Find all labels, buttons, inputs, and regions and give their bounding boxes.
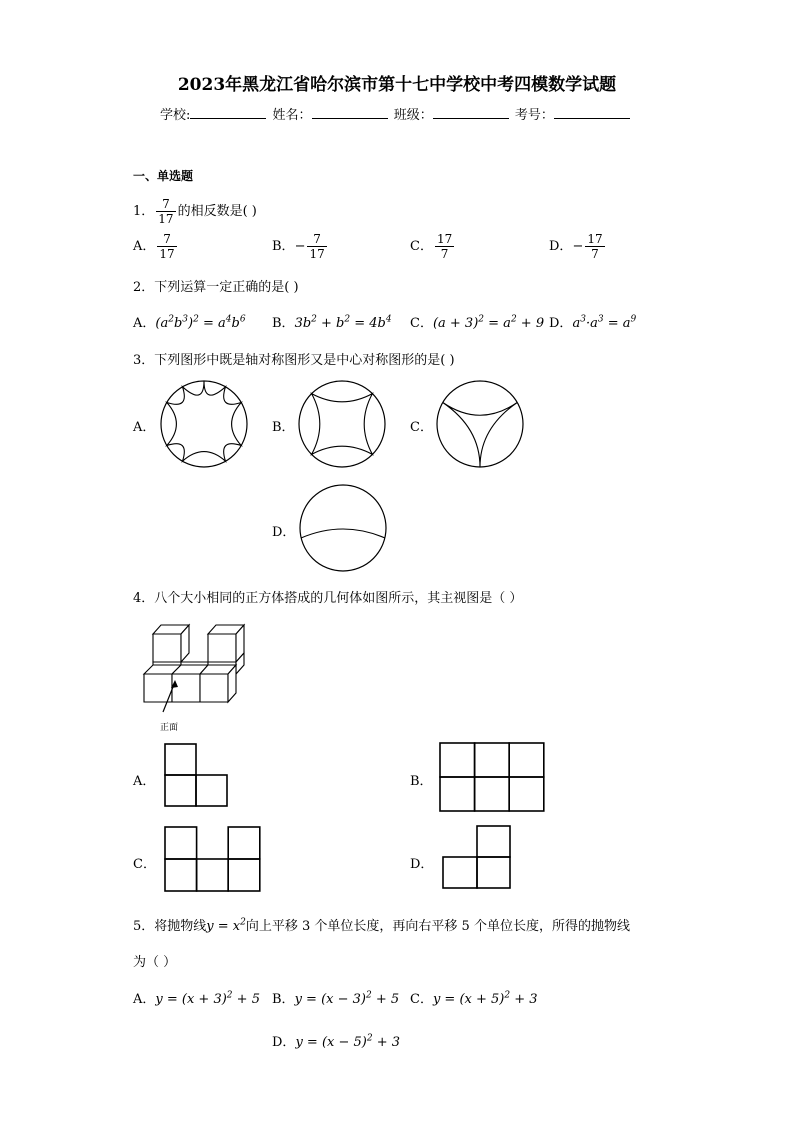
question-number: 3．: [133, 353, 155, 368]
question-text: 下列图形中既是轴对称图形又是中心对称图形的是( ): [154, 353, 455, 368]
option-label: C．: [410, 992, 433, 1007]
expression: $y = (x - 3)^2 + 5$: [294, 990, 400, 1007]
numerator: 7: [307, 232, 326, 247]
exam-no-blank: [554, 106, 630, 119]
question-number: 1．: [133, 204, 155, 219]
name-label: 姓名：: [272, 108, 312, 123]
name-blank: [312, 106, 388, 119]
option-label: C．: [410, 316, 433, 331]
question-text: 将抛物线: [154, 919, 207, 934]
class-blank: [433, 106, 509, 119]
fraction: [435, 232, 454, 261]
q4-option-d-label[interactable]: D．: [410, 857, 434, 872]
front-label: 正面: [160, 723, 179, 733]
denominator: 7: [440, 247, 449, 261]
option-label: A．: [133, 239, 156, 254]
expression: $(a^2b^3)^2 = a^4b^6$: [155, 314, 246, 331]
denominator: 17: [158, 212, 174, 226]
q3-option-a-label[interactable]: A．: [133, 420, 156, 435]
q3-figure-c[interactable]: [436, 380, 524, 468]
q3-figure-d[interactable]: [299, 484, 387, 572]
question-number: 2．: [133, 280, 155, 295]
q1-option-d[interactable]: [549, 232, 607, 261]
q4-figure-a[interactable]: [164, 743, 228, 807]
q3-figure-b[interactable]: [298, 380, 386, 468]
question-5: [133, 915, 630, 934]
fraction: [157, 232, 176, 261]
q3-option-c-label[interactable]: C．: [410, 420, 433, 435]
denominator: 17: [159, 247, 175, 261]
question-number: 5．: [133, 919, 155, 934]
page-title: 2023年黑龙江省哈尔滨市第十七中学校中考四模数学试题: [177, 75, 617, 95]
option-label: D．: [549, 316, 573, 331]
q5-option-d[interactable]: [272, 1031, 400, 1050]
option-label: C．: [410, 239, 433, 254]
question-text: 的相反数是( ): [177, 204, 257, 219]
expression: $3b^2 + b^2 = 4b^4$: [294, 314, 392, 331]
option-label: D．: [272, 1035, 296, 1050]
expression: $y = (x - 5)^2 + 3$: [295, 1033, 401, 1050]
numerator: 7: [156, 197, 175, 212]
q2-option-c[interactable]: [410, 312, 544, 331]
q1-option-b[interactable]: [272, 232, 329, 261]
q2-option-a[interactable]: [133, 312, 246, 331]
q4-figure-c[interactable]: [164, 826, 261, 892]
expression: $y = (x + 5)^2 + 3$: [432, 990, 538, 1007]
q4-figure-d[interactable]: [442, 825, 511, 889]
option-label: D．: [549, 239, 573, 254]
question-text: 下列运算一定正确的是( ): [154, 280, 299, 295]
q4-option-a-label[interactable]: A．: [133, 774, 156, 789]
question-text: 向上平移 3 个单位长度，再向右平移 5 个单位长度，所得的抛物线: [245, 919, 630, 934]
numerator: 17: [436, 232, 453, 246]
q1-option-c[interactable]: [410, 232, 456, 261]
expression: $a^3\cdot a^3 = a^9$: [572, 314, 637, 331]
q4-cube-figure: [140, 620, 250, 716]
fraction: [307, 232, 326, 261]
question-5-cont: 为（ ）: [133, 955, 177, 970]
class-label: 班级：: [393, 108, 433, 123]
q3-figure-a[interactable]: [160, 380, 248, 468]
q3-option-d-label[interactable]: D．: [272, 525, 296, 540]
q4-option-b-label[interactable]: B．: [410, 774, 433, 789]
exam-no-label: 考号：: [514, 108, 554, 123]
q4-option-c-label[interactable]: C．: [133, 857, 156, 872]
question-text: 八个大小相同的正方体搭成的几何体如图所示，其主视图是（ ）: [154, 591, 523, 606]
question-4: [133, 587, 522, 606]
school-label: 学校:: [160, 108, 191, 123]
numerator: 7: [157, 232, 176, 247]
option-sign: −: [572, 239, 584, 254]
denominator: 17: [309, 247, 325, 261]
school-blank: [190, 106, 266, 119]
q1-option-a[interactable]: [133, 232, 179, 261]
q4-figure-b[interactable]: [439, 742, 545, 812]
expression: $y = (x + 3)^2 + 5$: [155, 990, 260, 1007]
option-label: B．: [272, 992, 295, 1007]
expression: $(a + 3)^2 = a^2 + 9$: [432, 314, 545, 331]
option-label: B．: [272, 316, 295, 331]
denominator: 7: [591, 247, 599, 261]
option-label: A．: [133, 316, 156, 331]
section-heading: 一、单选题: [133, 169, 194, 183]
option-label: A．: [133, 992, 156, 1007]
q2-option-b[interactable]: [272, 312, 392, 331]
question-2: [133, 276, 299, 295]
fraction: [156, 197, 175, 226]
q5-option-a[interactable]: [133, 988, 260, 1007]
question-3: [133, 349, 455, 368]
question-1: [133, 197, 257, 226]
q5-option-b[interactable]: [272, 988, 399, 1007]
fraction: [585, 232, 604, 261]
option-label: B．: [272, 239, 295, 254]
q5-option-c[interactable]: [410, 988, 538, 1007]
numerator: 17: [587, 232, 603, 246]
q3-option-b-label[interactable]: B．: [272, 420, 295, 435]
q2-option-d[interactable]: [549, 312, 636, 331]
student-info-line: [160, 104, 632, 123]
question-number: 4．: [133, 591, 155, 606]
option-sign: −: [294, 239, 306, 254]
expression: $y = x^2$: [206, 917, 246, 934]
